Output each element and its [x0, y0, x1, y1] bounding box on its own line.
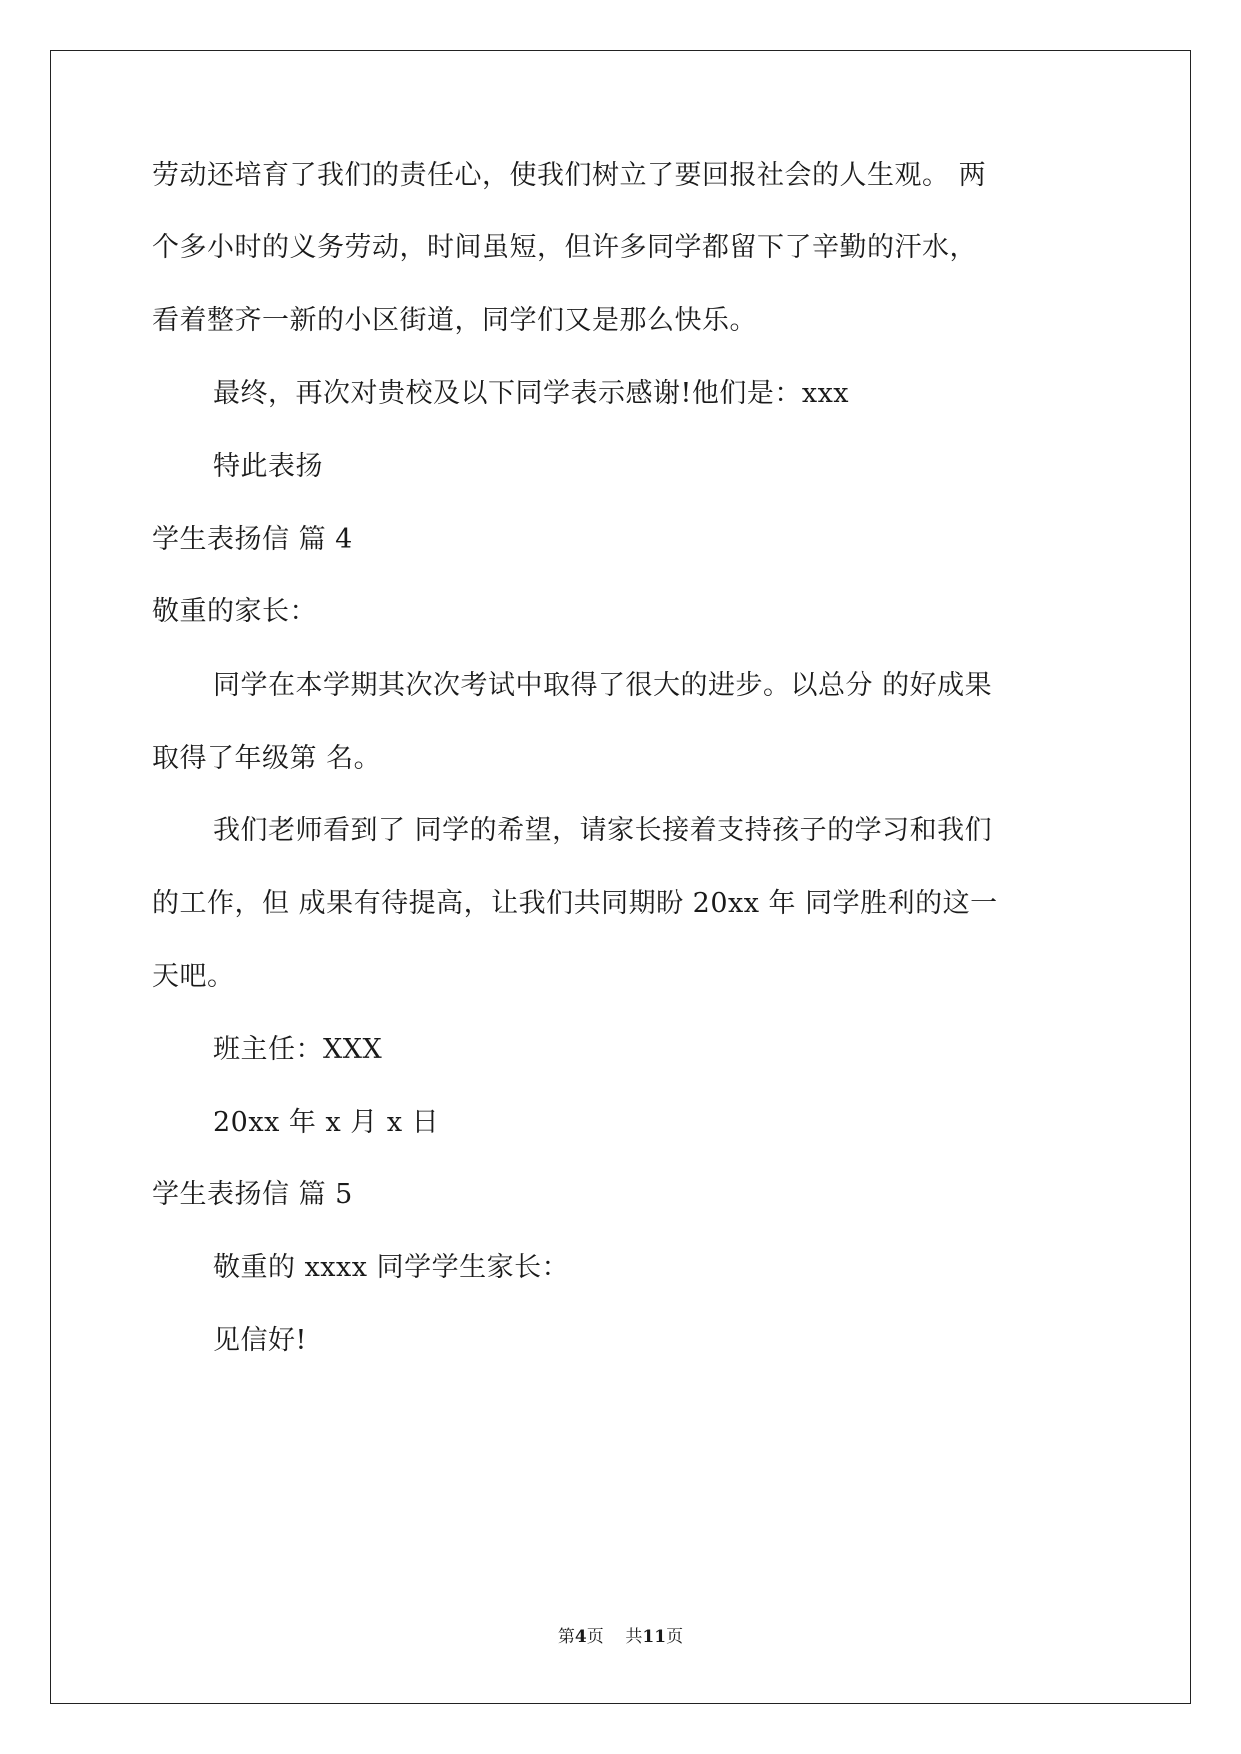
- paragraph-line: 取得了年级第 名。: [152, 743, 382, 774]
- section-heading: 学生表扬信 篇 4: [152, 524, 353, 555]
- total-prefix: 共: [625, 1627, 643, 1647]
- page-suffix: 页: [586, 1627, 604, 1647]
- paragraph-line: 同学在本学期其次次考试中取得了很大的进步。以总分 的好成果: [213, 670, 993, 701]
- salutation: 敬重的 xxxx 同学学生家长：: [213, 1252, 570, 1283]
- section-heading: 学生表扬信 篇 5: [152, 1179, 353, 1210]
- salutation: 敬重的家长：: [152, 596, 317, 627]
- paragraph-line: 劳动还培育了我们的责任心，使我们树立了要回报社会的人生观。 两: [152, 160, 987, 191]
- page-border: [50, 50, 1191, 1704]
- date-line: 20xx 年 x 月 x 日: [213, 1107, 440, 1138]
- page-number: 4: [574, 1627, 587, 1647]
- paragraph-line: 最终，再次对贵校及以下同学表示感谢!他们是：xxx: [213, 378, 850, 409]
- paragraph-line: 个多小时的义务劳动，时间虽短，但许多同学都留下了辛勤的汗水，: [152, 232, 977, 263]
- signature-line: 班主任：XXX: [213, 1034, 383, 1065]
- total-suffix: 页: [666, 1627, 684, 1647]
- paragraph-line: 见信好!: [213, 1325, 307, 1356]
- page-prefix: 第: [557, 1627, 575, 1647]
- paragraph-line: 我们老师看到了 同学的希望，请家长接着支持孩子的学习和我们: [213, 815, 993, 846]
- total-pages: 11: [642, 1627, 667, 1647]
- paragraph-line: 天吧。: [152, 961, 235, 992]
- paragraph-line: 看着整齐一新的小区街道，同学们又是那么快乐。: [152, 305, 757, 336]
- paragraph-line: 的工作，但 成果有待提高，让我们共同期盼 20xx 年 同学胜利的这一: [152, 888, 998, 919]
- page-footer: [0, 1625, 1241, 1649]
- paragraph-line: 特此表扬: [213, 451, 323, 482]
